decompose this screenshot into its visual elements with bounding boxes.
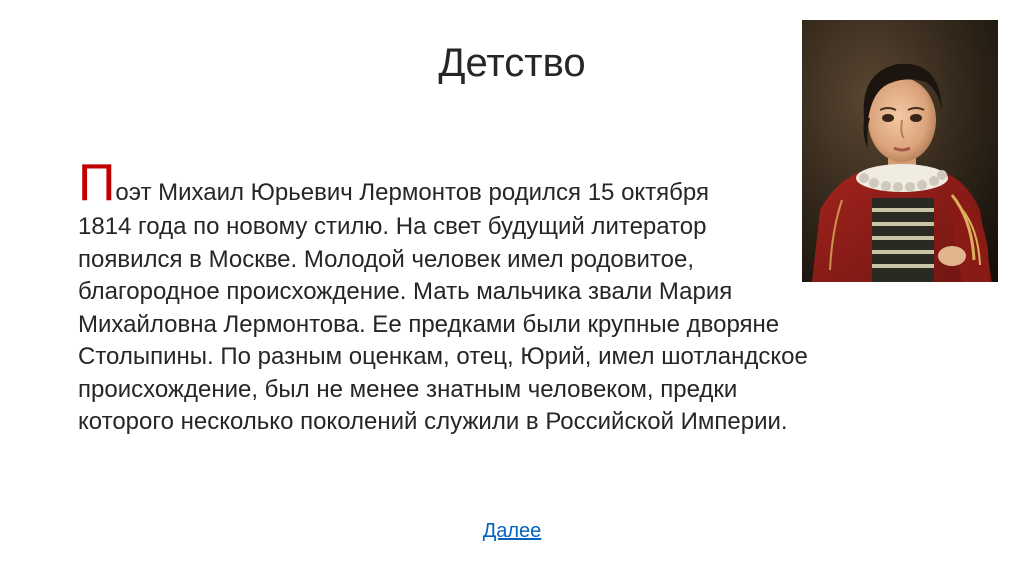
line-text: оэт Михаил Юрьевич Лермонтов родился 15 октября [115, 179, 709, 206]
paragraph-line-2: 1814 года по новому стилю. На свет будущий литератор [78, 213, 707, 240]
slide-title: Детство [438, 41, 586, 85]
paragraph-line-5: Михайловна Лермонтова. Ее предками были крупные дворяне [78, 310, 780, 338]
paragraph-line-4: благородное происхождение. Мать мальчика звали Мария [78, 278, 733, 305]
biography-paragraph [78, 154, 958, 439]
paragraph-line-1 [78, 154, 958, 212]
paragraph-line-7: происхождение, был не менее знатным человеком, предки [78, 375, 738, 403]
paragraph-line-6: Столыпины. По разным оценкам, отец, Юрий, имел шотландское [78, 343, 808, 370]
next-link-container [0, 518, 1024, 544]
drop-cap: П [78, 154, 116, 212]
paragraph-line-3: появился в Москве. Молодой человек имел родовитое, [78, 245, 695, 273]
next-link[interactable]: Далее [482, 520, 542, 542]
paragraph-line-8: которого несколько поколений служили в Российской Империи. [78, 408, 788, 435]
